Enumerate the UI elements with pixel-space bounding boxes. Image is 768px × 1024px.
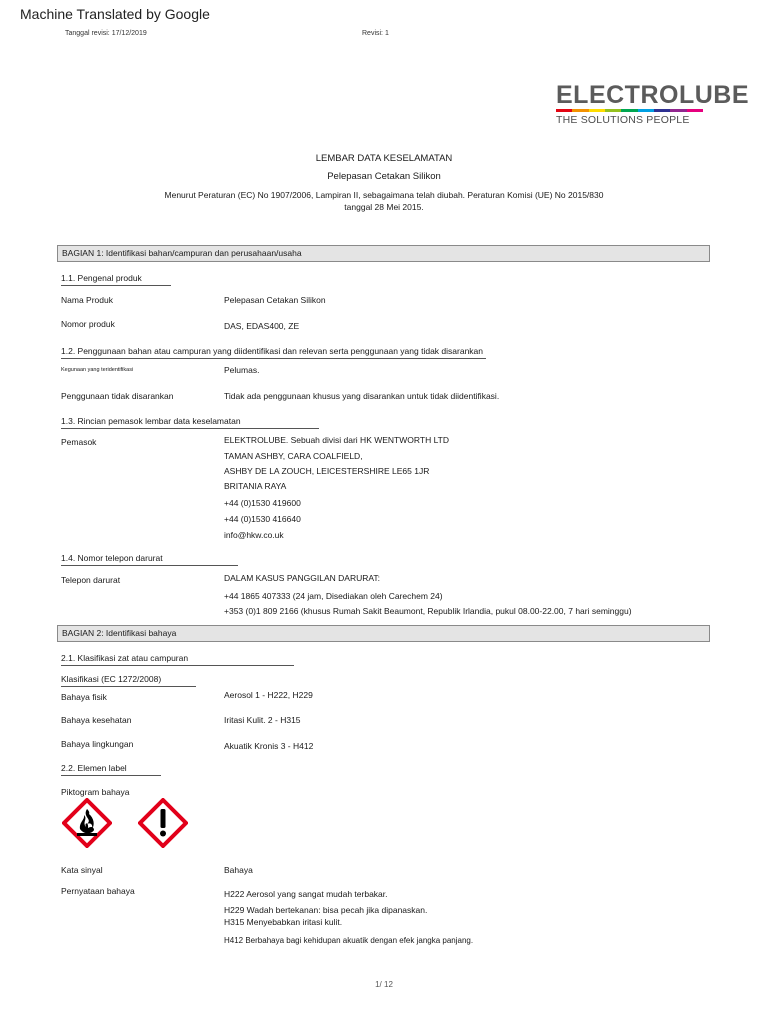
not-advised-value: Tidak ada penggunaan khusus yang disarankan untuk tidak diidentifikasi.: [224, 391, 500, 401]
revision-number: Revisi: 1: [362, 30, 389, 37]
document-title: LEMBAR DATA KESELAMATAN: [315, 153, 453, 164]
product-name-label: Nama Produk: [61, 295, 113, 305]
logo-stripe-segment: [572, 109, 588, 112]
product-number-label: Nomor produk: [61, 319, 115, 329]
health-hazard-label: Bahaya kesehatan: [61, 715, 132, 725]
identified-use-value: Pelumas.: [224, 365, 260, 375]
subsection-1-1: 1.1. Pengenal produk: [61, 273, 171, 286]
logo-stripe-segment: [654, 109, 670, 112]
physical-hazard-value: Aerosol 1 - H222, H229: [224, 690, 313, 700]
subsection-1-3: 1.3. Rincian pemasok lembar data keselamatan: [61, 416, 319, 429]
logo-tagline: THE SOLUTIONS PEOPLE: [556, 114, 690, 126]
section-1-heading: BAGIAN 1: Identifikasi bahan/campuran dan perusahaan/usaha: [57, 245, 710, 262]
subsection-1-4: 1.4. Nomor telepon darurat: [61, 553, 238, 566]
supplier-label: Pemasok: [61, 437, 97, 447]
logo-stripe-segment: [687, 109, 703, 112]
environment-hazard-label: Bahaya lingkungan: [61, 739, 134, 749]
supplier-phone-1: +44 (0)1530 419600: [224, 498, 301, 508]
exclamation-icon: [138, 798, 188, 848]
logo-stripe-segment: [556, 109, 572, 112]
subsection-2-1: 2.1. Klasifikasi zat atau campuran: [61, 653, 294, 666]
product-title: Pelepasan Cetakan Silikon: [327, 171, 441, 182]
logo-stripe-segment: [589, 109, 605, 112]
supplier-email: info@hkw.co.uk: [224, 530, 284, 540]
section-2-heading: BAGIAN 2: Identifikasi bahaya: [57, 625, 710, 642]
emergency-phone-label: Telepon darurat: [61, 575, 121, 585]
logo-stripe-segment: [638, 109, 654, 112]
product-number-value: DAS, EDAS400, ZE: [224, 321, 300, 331]
hazard-statements-label: Pernyataan bahaya: [61, 886, 135, 896]
revision-date: Tanggal revisi: 17/12/2019: [65, 30, 147, 37]
logo-stripe-segment: [605, 109, 621, 112]
supplier-line: ELEKTROLUBE. Sebuah divisi dari HK WENTWORTH LTD: [224, 435, 449, 445]
logo-stripe-segment: [621, 109, 637, 112]
subsection-2-2: 2.2. Elemen label: [61, 763, 161, 776]
environment-hazard-value: Akuatik Kronis 3 - H412: [224, 741, 314, 751]
classification-underline: [61, 686, 196, 687]
identified-use-label: Kegunaan yang teridentifikasi: [61, 367, 134, 373]
logo-wordmark: ELECTROLUBE: [556, 81, 749, 109]
logo-color-stripe: [556, 109, 703, 112]
pictogram-label: Piktogram bahaya: [61, 787, 130, 797]
hazard-statement: H315 Menyebabkan iritasi kulit.: [224, 917, 343, 927]
signal-word-label: Kata sinyal: [61, 865, 103, 875]
emergency-line: +44 1865 407333 (24 jam, Disediakan oleh Carechem 24): [224, 591, 443, 601]
supplier-phone-2: +44 (0)1530 416640: [224, 514, 301, 524]
supplier-line: BRITANIA RAYA: [224, 481, 287, 491]
regulation-line-1: Menurut Peraturan (EC) No 1907/2006, Lampiran II, sebagaimana telah diubah. Peraturan Komisi (UE) No 2015/830: [164, 190, 604, 200]
not-advised-label: Penggunaan tidak disarankan: [61, 391, 174, 401]
health-hazard-value: Iritasi Kulit. 2 - H315: [224, 715, 301, 725]
hazard-statement: H412 Berbahaya bagi kehidupan akuatik dengan efek jangka panjang.: [224, 936, 474, 945]
emergency-line: DALAM KASUS PANGGILAN DARURAT:: [224, 573, 381, 583]
subsection-1-2: 1.2. Penggunaan bahan atau campuran yang diidentifikasi dan relevan serta penggunaan yang tidak disarankan: [61, 346, 486, 359]
hazard-statement: H222 Aerosol yang sangat mudah terbakar.: [224, 889, 388, 899]
flame-icon: [62, 798, 112, 848]
physical-hazard-label: Bahaya fisik: [61, 692, 107, 702]
supplier-line: ASHBY DE LA ZOUCH, LEICESTERSHIRE LE65 1JR: [224, 466, 430, 476]
page-number: 1/ 12: [375, 980, 393, 989]
product-name-value: Pelepasan Cetakan Silikon: [224, 295, 326, 305]
regulation-line-2: tanggal 28 Mei 2015.: [344, 202, 424, 212]
signal-word-value: Bahaya: [224, 865, 253, 875]
emergency-line: +353 (0)1 809 2166 (khusus Rumah Sakit Beaumont, Republik Irlandia, pukul 08.00-22.00, 7 hari seminggu): [224, 606, 632, 616]
machine-translated-notice: Machine Translated by Google: [20, 6, 210, 22]
supplier-line: TAMAN ASHBY, CARA COALFIELD,: [224, 451, 363, 461]
classification-heading: Klasifikasi (EC 1272/2008): [61, 674, 162, 684]
electrolube-logo: [556, 81, 749, 126]
hazard-statement: H229 Wadah bertekanan: bisa pecah jika dipanaskan.: [224, 905, 428, 915]
logo-stripe-segment: [670, 109, 686, 112]
